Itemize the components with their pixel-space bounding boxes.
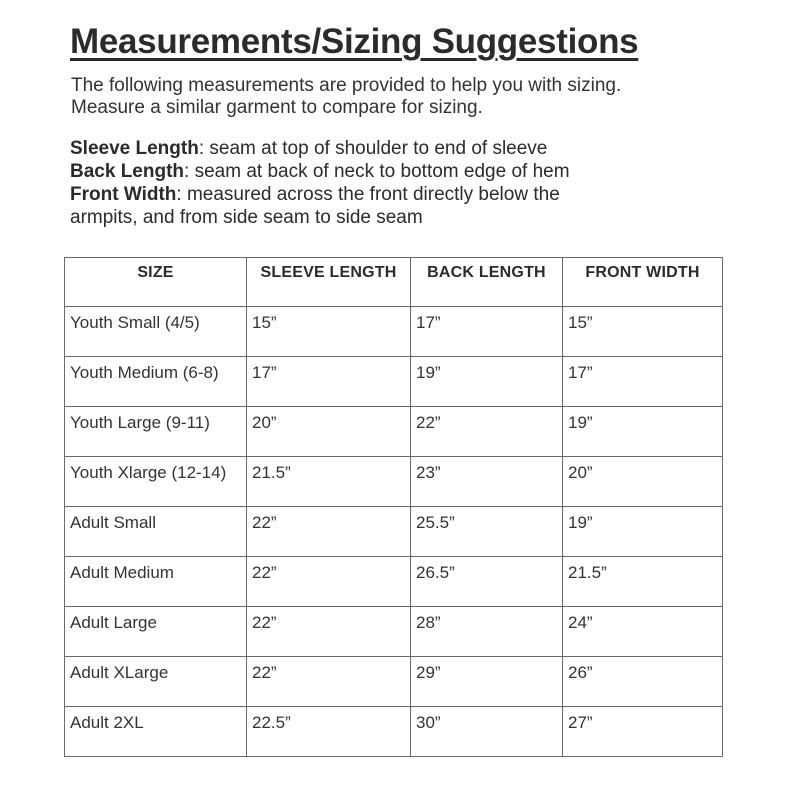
front-width-cell: 26”: [563, 657, 723, 707]
column-header-sleeve-length: SLEEVE LENGTH: [247, 258, 411, 307]
front-width-cell: 17”: [563, 357, 723, 407]
back-length-cell: 30”: [411, 707, 563, 757]
sleeve-length-cell: 17”: [247, 357, 411, 407]
front-width-cell: 27”: [563, 707, 723, 757]
back-length-cell: 22”: [411, 407, 563, 457]
column-header-back-length: BACK LENGTH: [411, 258, 563, 307]
sleeve-length-cell: 21.5”: [247, 457, 411, 507]
intro-line-1: The following measurements are provided to help you with sizing.: [71, 75, 622, 96]
size-cell: Youth Large (9-11): [65, 407, 247, 457]
intro-line-2: Measure a similar garment to compare for sizing.: [71, 97, 483, 118]
front-width-cell: 24”: [563, 607, 723, 657]
definition-text: : measured across the front directly below the: [176, 184, 560, 205]
front-width-cell: 15”: [563, 307, 723, 357]
sleeve-length-cell: 15”: [247, 307, 411, 357]
definition-text: : seam at top of shoulder to end of sleeve: [198, 138, 548, 159]
size-cell: Adult Medium: [65, 557, 247, 607]
table-row: [65, 307, 723, 357]
back-length-cell: 17”: [411, 307, 563, 357]
column-header-front-width: FRONT WIDTH: [563, 258, 723, 307]
definition-sleeve-length: [70, 137, 570, 160]
page-title: Measurements/Sizing Suggestions: [70, 22, 639, 61]
back-length-cell: 25.5”: [411, 507, 563, 557]
size-cell: Youth Small (4/5): [65, 307, 247, 357]
table-row: [65, 657, 723, 707]
table-row: [65, 707, 723, 757]
table-row: [65, 407, 723, 457]
size-cell: Youth Medium (6-8): [65, 357, 247, 407]
front-width-cell: 21.5”: [563, 557, 723, 607]
table-row: [65, 607, 723, 657]
size-cell: Youth Xlarge (12-14): [65, 457, 247, 507]
back-length-cell: 28”: [411, 607, 563, 657]
table-row: [65, 457, 723, 507]
size-cell: Adult Large: [65, 607, 247, 657]
sleeve-length-cell: 22”: [247, 507, 411, 557]
sizing-table: [64, 257, 723, 757]
table-row: [65, 507, 723, 557]
front-width-cell: 20”: [563, 457, 723, 507]
definition-text: : seam at back of neck to bottom edge of hem: [184, 161, 570, 182]
back-length-cell: 26.5”: [411, 557, 563, 607]
definition-front-width: [70, 183, 570, 206]
size-cell: Adult Small: [65, 507, 247, 557]
back-length-cell: 19”: [411, 357, 563, 407]
definition-front-width-continued: armpits, and from side seam to side seam: [70, 207, 423, 228]
sleeve-length-cell: 22”: [247, 607, 411, 657]
back-length-cell: 23”: [411, 457, 563, 507]
table-header-row: [65, 258, 723, 307]
measurement-definitions: [70, 137, 570, 229]
definition-term: Front Width: [70, 184, 177, 205]
definition-back-length: [70, 160, 570, 183]
back-length-cell: 29”: [411, 657, 563, 707]
table-row: [65, 357, 723, 407]
front-width-cell: 19”: [563, 507, 723, 557]
table-row: [65, 557, 723, 607]
sleeve-length-cell: 20”: [247, 407, 411, 457]
front-width-cell: 19”: [563, 407, 723, 457]
sleeve-length-cell: 22”: [247, 657, 411, 707]
size-cell: Adult XLarge: [65, 657, 247, 707]
sleeve-length-cell: 22”: [247, 557, 411, 607]
sleeve-length-cell: 22.5”: [247, 707, 411, 757]
intro-paragraph: [71, 75, 621, 119]
size-cell: Adult 2XL: [65, 707, 247, 757]
definition-term: Sleeve Length: [70, 138, 199, 159]
definition-term: Back Length: [70, 161, 185, 182]
column-header-size: SIZE: [65, 258, 247, 307]
